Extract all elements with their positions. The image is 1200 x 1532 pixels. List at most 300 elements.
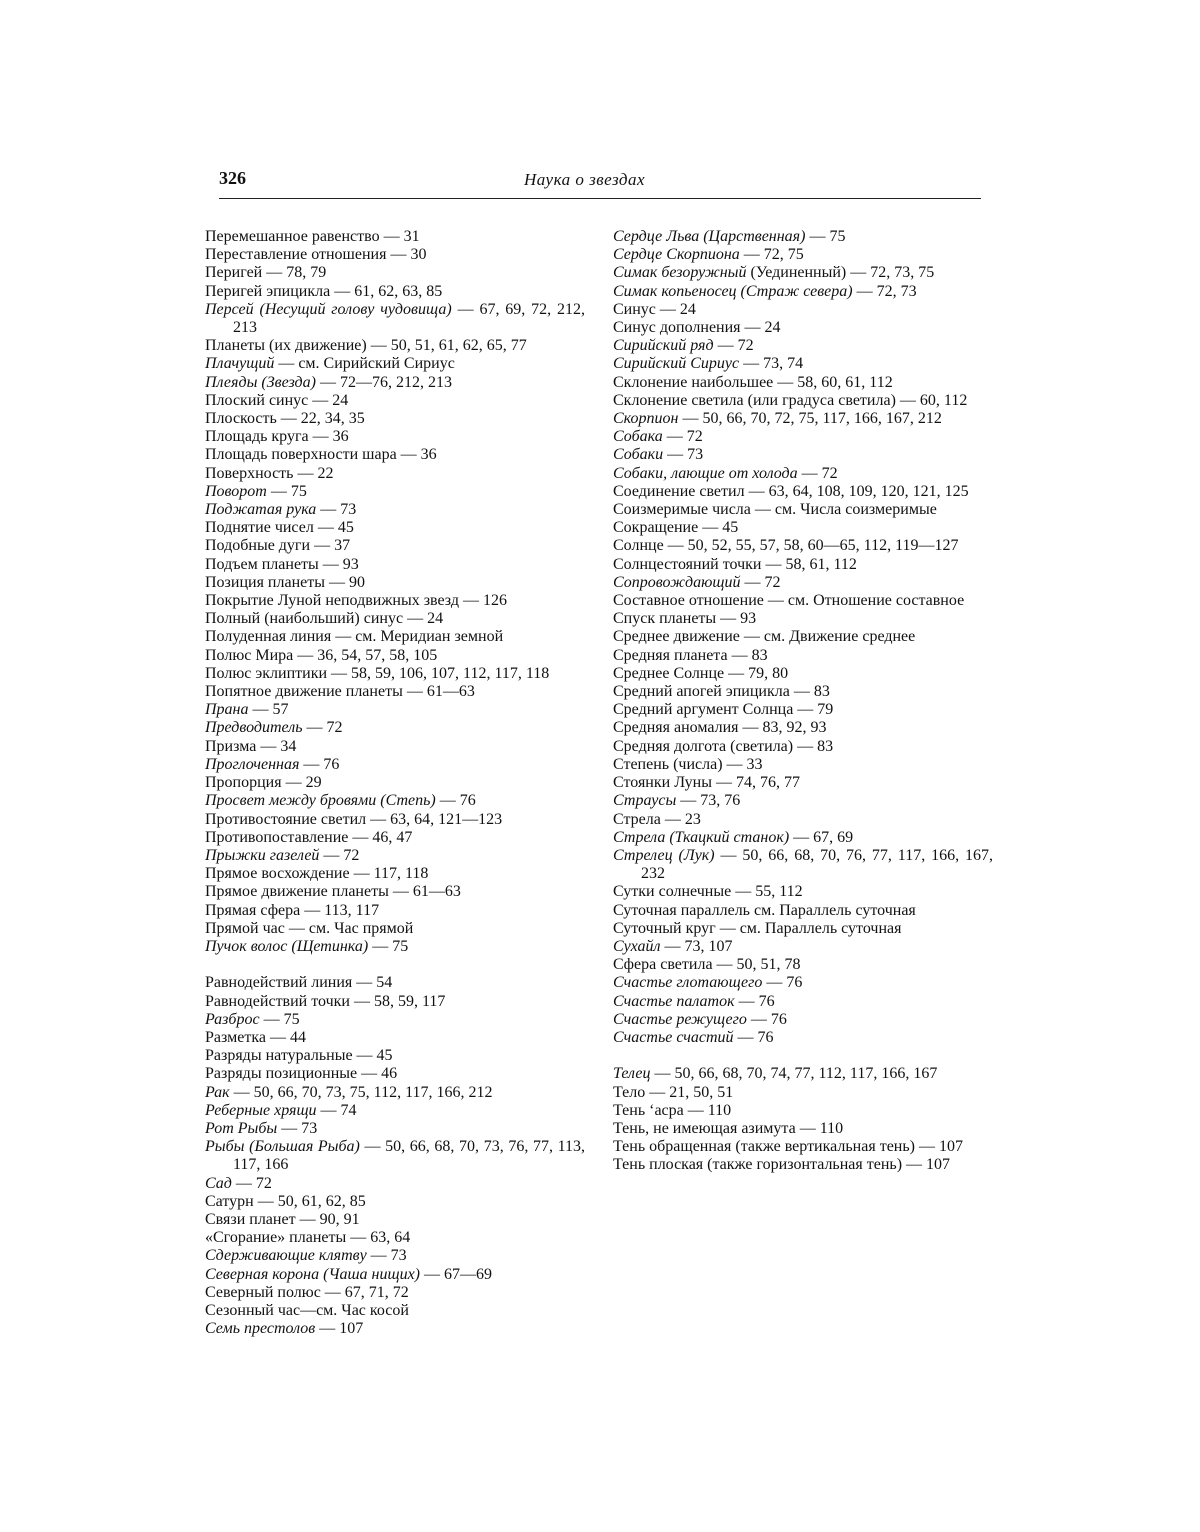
index-entry: [205, 1284, 585, 1302]
index-entry-pages: — 54: [352, 974, 393, 992]
index-entry: [613, 1156, 993, 1174]
index-entry-pages: — 22, 34, 35: [276, 410, 365, 428]
index-entry-term: Тень ‘асра: [613, 1101, 684, 1119]
index-entry-term: Склонение светила (или градуса светила): [613, 391, 896, 409]
index-entry-term: Средний аргумент Солнца: [613, 701, 794, 719]
index-entry-pages: — 67, 69, 72, 212, 213: [233, 300, 586, 337]
index-entry-term: Собаки, лающие от холода: [613, 464, 798, 482]
index-entry-term: Сезонный час: [205, 1301, 301, 1319]
index-entry: [205, 592, 585, 610]
index-entry-pages: — 75: [805, 228, 846, 245]
index-entry-term: Спуск планеты: [613, 610, 717, 628]
index-entry-term: Тень плоская (также горизонтальная тень): [613, 1156, 903, 1174]
index-entry-term: Составное отношение: [613, 592, 764, 610]
index-entry-pages: — 72: [319, 846, 360, 864]
index-entry-term: Рот Рыбы: [205, 1119, 278, 1137]
index-entry: [205, 483, 585, 501]
index-entry: [205, 428, 585, 446]
index-entry-pages: — 75: [259, 1010, 300, 1028]
index-entry-pages: — 58, 59, 117: [349, 992, 446, 1010]
index-entry-term: Симак безоружный: [613, 264, 747, 282]
index-entry: [613, 974, 993, 992]
index-entry-term: Предводитель: [205, 719, 303, 737]
index-entry: [613, 446, 993, 464]
index-entry: [205, 628, 585, 646]
index-entry-pages: — 75: [266, 482, 307, 500]
index-entry-pages: — 72: [302, 719, 343, 737]
index-entry-term: Прямой час: [205, 919, 285, 937]
index-entry-pages: — 58, 61, 112: [761, 555, 857, 573]
index-entry-term: Стрела: [613, 810, 661, 828]
index-entry: [205, 228, 585, 246]
index-entry: [613, 374, 993, 392]
index-entry-term: Связи планет: [205, 1210, 296, 1228]
index-entry-pages: — 45: [698, 519, 739, 537]
index-entry: [205, 993, 585, 1011]
index-entry-term: Телец: [613, 1065, 651, 1083]
index-entry: [613, 556, 993, 574]
index-entry-pages: — см. Числа соизмеримые: [750, 501, 937, 519]
index-entry-term: Покрытие Луной неподвижных звезд: [205, 592, 459, 610]
index-entry: [613, 246, 993, 264]
index-entry: [205, 1011, 585, 1029]
index-entry-term: Равнодействий линия: [205, 974, 353, 992]
index-entry: [613, 993, 993, 1011]
index-entry-term: Семь престолов: [205, 1320, 316, 1338]
index-entry-pages: — см. Отношение составное: [763, 592, 965, 610]
index-entry-term: Проглоченная: [205, 755, 300, 773]
index-entry: [613, 574, 993, 592]
index-entry-term: Разброс: [205, 1010, 260, 1028]
index-entry-pages: (Уединенный) — 72, 73, 75: [746, 264, 935, 282]
index-entry: [205, 829, 585, 847]
index-entry-pages: — 72: [231, 1174, 272, 1192]
index-entry-pages: — 58, 60, 61, 112: [773, 373, 893, 391]
index-entry-pages: — 93: [716, 610, 757, 628]
index-entry-pages: — 83: [793, 737, 834, 755]
index-entry-term: «Сгорание» планеты: [205, 1229, 347, 1247]
index-entry-term: Сатурн: [205, 1192, 254, 1210]
index-entry: [613, 1084, 993, 1102]
index-entry: [205, 683, 585, 701]
index-entry-pages: — 36: [396, 446, 437, 464]
index-entry-pages: — 45: [352, 1047, 393, 1065]
index-entry-pages: — 46, 47: [348, 828, 413, 846]
index-entry-pages: — 73: [277, 1119, 318, 1137]
index-entry-pages: — 72, 73: [852, 282, 917, 300]
index-entry-term: Соизмеримые числа: [613, 501, 751, 519]
index-entry-term: Подобные дуги: [205, 537, 311, 555]
index-entry: [613, 1138, 993, 1156]
index-entry: [613, 647, 993, 665]
index-entry: [613, 228, 993, 246]
index-entry-term: Поджатая рука: [205, 501, 317, 519]
index-entry-term: Сокращение: [613, 519, 699, 537]
index-entry-term: Сдерживающие клятву: [205, 1247, 367, 1265]
index-entry: [205, 1138, 585, 1174]
index-entry: [613, 410, 993, 428]
index-entry: [205, 1029, 585, 1047]
index-entry-pages: — 36: [308, 428, 349, 446]
index-entry-pages: —см. Час косой: [300, 1301, 409, 1319]
index-entry-pages: — 58, 59, 106, 107, 112, 117, 118: [327, 664, 550, 682]
index-entry-pages: — 50, 66, 70, 72, 75, 117, 166, 167, 212: [678, 410, 942, 428]
index-entry-term: Счастье режущего: [613, 1010, 747, 1028]
index-entry-pages: — 110: [683, 1101, 732, 1119]
index-entry-pages: — 79: [793, 701, 834, 719]
index-entry-term: Реберные хрящи: [205, 1101, 317, 1119]
index-entry: [205, 902, 585, 920]
index-entry-pages: — 73: [663, 446, 704, 464]
index-entry-term: Сердце Скорпиона: [613, 246, 740, 264]
index-entry-term: Страусы: [613, 792, 677, 810]
index-entry-pages: — см. Сирийский Сириус: [274, 355, 455, 373]
index-entry-term: Склонение наибольшее: [613, 373, 774, 391]
index-entry-pages: — 113, 117: [300, 901, 380, 919]
index-entry: [613, 1102, 993, 1120]
index-entry-term: Сердце Льва (Царственная): [613, 228, 806, 245]
index-entry: [205, 1047, 585, 1065]
index-entry-pages: — 21, 50, 51: [645, 1083, 734, 1101]
index-entry-pages: — 60, 112: [895, 391, 968, 409]
index-entry-term: Поверхность: [205, 464, 294, 482]
index-entry-term: Стрела (Ткацкий станок): [613, 828, 790, 846]
index-entry-term: Тень обращенная (также вертикальная тень): [613, 1138, 915, 1156]
index-entry-pages: — 107: [315, 1320, 364, 1338]
index-entry: [205, 756, 585, 774]
index-entry: [205, 374, 585, 392]
index-entry: [205, 1175, 585, 1193]
index-entry-term: Рак: [205, 1083, 230, 1101]
index-entry-pages: — см. Меридиан земной: [331, 628, 504, 646]
index-entry-pages: — 29: [281, 774, 322, 792]
index-entry: [205, 337, 585, 355]
index-entry-pages: — 72—76, 212, 213: [315, 373, 452, 391]
index-entry-pages: — 76: [762, 974, 803, 992]
index-entry-pages: — 30: [386, 246, 427, 264]
index-entry: [205, 1229, 585, 1247]
index-entry-pages: — 90: [324, 573, 365, 591]
index-entry-term: Прана: [205, 701, 249, 719]
index-entry: [613, 392, 993, 410]
index-entry-term: Степень (числа): [613, 755, 723, 773]
index-entry-term: Среднее Солнце: [613, 664, 725, 682]
index-entry: [205, 465, 585, 483]
index-entry: [613, 1029, 993, 1047]
index-entry-term: Соединение светил: [613, 482, 745, 500]
index-entry-pages: — 50, 61, 62, 85: [253, 1192, 366, 1210]
index-entry-term: Прямое движение планеты: [205, 883, 389, 901]
index-entry-term: Средняя долгота (светила): [613, 737, 794, 755]
index-entry-pages: — 23: [660, 810, 701, 828]
index-entry: [613, 283, 993, 301]
index-entry-term: Плеяды (Звезда): [205, 373, 316, 391]
index-entry-pages: — 37: [310, 537, 351, 555]
index-entry: [205, 392, 585, 410]
index-entry: [205, 647, 585, 665]
index-entry-pages: — 50, 51, 78: [712, 956, 801, 974]
index-entry: [205, 574, 585, 592]
index-entry-pages: — 76: [746, 1010, 787, 1028]
index-entry-term: Собака: [613, 428, 663, 446]
index-entry-pages: — 74, 76, 77: [711, 774, 800, 792]
index-entry-pages: — 75: [368, 937, 409, 955]
index-entry-pages: — 50, 66, 68, 70, 76, 77, 117, 166, 167, 232: [641, 846, 993, 883]
index-entry-pages: — 63, 64, 121—123: [366, 810, 503, 828]
index-entry-term: Перигей эпицикла: [205, 282, 331, 300]
index-entry: [613, 465, 993, 483]
index-entry-term: Средний апогей эпицикла: [613, 683, 790, 701]
index-entry-term: Полуденная линия: [205, 628, 332, 646]
index-entry-term: Рыбы (Большая Рыба): [205, 1138, 360, 1156]
index-entry-term: Солнце: [613, 537, 664, 555]
index-entry-term: Симак копьеносец (Страж севера): [613, 282, 853, 300]
index-entry-term: Полюс эклиптики: [205, 664, 328, 682]
index-entry-term: Сирийский ряд: [613, 337, 714, 355]
index-entry-term: Прямая сфера: [205, 901, 301, 919]
index-entry: [205, 1266, 585, 1284]
index-entry: [613, 301, 993, 319]
index-entry-term: Персей (Несущий голову чудовища): [205, 300, 452, 318]
index-column-right: [613, 228, 993, 1175]
index-entry-term: Полный (наибольший) синус: [205, 610, 404, 628]
index-entry-pages: — 33: [722, 755, 763, 773]
index-entry: [613, 592, 993, 610]
index-entry: [613, 956, 993, 974]
index-entry: [205, 519, 585, 537]
index-entry-term: Средняя аномалия: [613, 719, 739, 737]
index-entry-term: Тело: [613, 1083, 646, 1101]
index-entry-term: Стрелец (Лук): [613, 846, 715, 864]
index-entry-pages: — 57: [248, 701, 289, 719]
index-entry-term: Плоский синус: [205, 391, 309, 409]
index-entry-pages: — 46: [357, 1065, 398, 1083]
index-entry-pages: — 93: [318, 555, 359, 573]
index-entry-term: Равнодействий точки: [205, 992, 350, 1010]
index-entry-pages: — 61—63: [402, 683, 475, 701]
index-entry-term: Полюс Мира: [205, 646, 294, 664]
index-entry-pages: — 73, 76: [676, 792, 741, 810]
index-entry: [613, 355, 993, 373]
index-entry: [613, 792, 993, 810]
index-entry-pages: — 126: [458, 592, 507, 610]
index-entry-term: Сутки солнечные: [613, 883, 732, 901]
index-entry: [205, 355, 585, 373]
index-entry-pages: — 24: [308, 391, 349, 409]
index-entry-term: Прыжки газелей: [205, 846, 320, 864]
index-entry-pages: — 90, 91: [295, 1210, 360, 1228]
index-entry-term: Подъем планеты: [205, 555, 319, 573]
index-entry: [613, 920, 993, 938]
index-entry: [205, 610, 585, 628]
index-entry-pages: — 107: [902, 1156, 951, 1174]
index-entry-term: Сопровождающий: [613, 573, 741, 591]
index-entry: [613, 683, 993, 701]
index-entry-term: Синус: [613, 300, 656, 318]
index-entry-term: Переставление отношения: [205, 246, 387, 264]
index-entry: [205, 974, 585, 992]
index-entry-term: Противостояние светил: [205, 810, 367, 828]
index-entry-term: Суточная параллель: [613, 901, 750, 919]
index-entry-term: Сирийский Сириус: [613, 355, 740, 373]
index-column-left: [205, 228, 585, 1338]
index-entry-term: Суточный круг: [613, 919, 716, 937]
page-header: [219, 168, 981, 198]
index-entry-term: Солнцестояний точки: [613, 555, 762, 573]
index-entry-term: Скорпион: [613, 410, 679, 428]
index-entry-pages: — 72: [662, 428, 703, 446]
running-title: Наука о звездах: [524, 170, 646, 189]
index-entry-pages: — 36, 54, 57, 58, 105: [293, 646, 438, 664]
index-entry: [613, 628, 993, 646]
index-entry-term: Просвет между бровями (Степь): [205, 792, 436, 810]
index-entry-pages: — 50, 66, 70, 73, 75, 112, 117, 166, 212: [229, 1083, 493, 1101]
index-entry-term: Среднее движение: [613, 628, 740, 646]
index-entry: [613, 483, 993, 501]
index-entry-term: Сфера светила: [613, 956, 713, 974]
index-entry-pages: — 67, 69: [789, 828, 854, 846]
index-entry: [613, 264, 993, 282]
index-entry-term: Прямое восхождение: [205, 865, 350, 883]
index-entry-pages: — 44: [265, 1028, 306, 1046]
index-entry-term: Пучок волос (Щетинка): [205, 937, 369, 955]
index-entry: [205, 283, 585, 301]
index-entry-pages: — 78, 79: [262, 264, 327, 282]
page-number: 326: [219, 168, 246, 188]
index-entry-term: Попятное движение планеты: [205, 683, 403, 701]
index-entry: [205, 865, 585, 883]
index-entry: [205, 446, 585, 464]
index-entry: [205, 301, 585, 337]
index-entry-term: Разряды позиционные: [205, 1065, 358, 1083]
index-entry: [205, 1211, 585, 1229]
index-entry: [205, 1120, 585, 1138]
index-entry-term: Противопоставление: [205, 828, 349, 846]
index-entry: [613, 337, 993, 355]
index-entry: [205, 738, 585, 756]
index-entry: [613, 829, 993, 847]
index-entry-term: Синус дополнения: [613, 319, 741, 337]
index-entry: [613, 1065, 993, 1083]
index-entry-pages: — см. Движение среднее: [739, 628, 916, 646]
index-entry-term: Площадь поверхности шара: [205, 446, 397, 464]
index-entry: [205, 1302, 585, 1320]
index-entry: [205, 501, 585, 519]
index-entry-pages: — см. Параллель суточная: [715, 919, 902, 937]
index-entry: [613, 719, 993, 737]
index-entry-term: Сад: [205, 1174, 232, 1192]
index-entry-pages: — 83: [789, 683, 830, 701]
index-entry: [205, 1320, 585, 1338]
index-entry-pages: — 73, 74: [739, 355, 804, 373]
index-entry: [205, 1065, 585, 1083]
index-entry-term: Разряды натуральные: [205, 1047, 353, 1065]
index-entry: [205, 665, 585, 683]
index-entry: [613, 738, 993, 756]
index-entry: [205, 774, 585, 792]
index-entry: [205, 938, 585, 956]
index-entry-term: Собаки: [613, 446, 664, 464]
index-entry-pages: — 83: [727, 646, 768, 664]
index-entry: [613, 537, 993, 555]
index-entry: [613, 847, 993, 883]
index-entry: [613, 902, 993, 920]
index-entry: [613, 756, 993, 774]
index-entry-pages: — 72, 75: [739, 246, 804, 264]
index-entry-term: Разметка: [205, 1028, 266, 1046]
index-entry-pages: — 67—69: [420, 1265, 492, 1283]
index-entry: [613, 774, 993, 792]
index-entry-pages: — 50, 52, 55, 57, 58, 60—65, 112, 119—127: [663, 537, 959, 555]
index-entry-term: Площадь круга: [205, 428, 309, 446]
index-entry: [205, 1247, 585, 1265]
index-entry-term: Сухайл: [613, 937, 661, 955]
index-entry-term: Счастье палаток: [613, 992, 735, 1010]
index-entry-term: Плоскость: [205, 410, 277, 428]
index-entry-pages: — 72: [713, 337, 754, 355]
index-entry-pages: — 72: [797, 464, 838, 482]
index-entry: [205, 1102, 585, 1120]
index-entry-term: Плачущий: [205, 355, 275, 373]
index-entry-term: Северная корона (Чаша нищих): [205, 1265, 420, 1283]
index-entry-pages: — 76: [435, 792, 476, 810]
index-entry-pages: — 61—63: [388, 883, 461, 901]
index-entry-term: Поднятие чисел: [205, 519, 314, 537]
index-entry: [205, 883, 585, 901]
index-entry-pages: — 61, 62, 63, 85: [330, 282, 443, 300]
index-entry-pages: — 50, 51, 61, 62, 65, 77: [366, 337, 527, 355]
index-entry: [613, 610, 993, 628]
index-entry-pages: — 22: [293, 464, 334, 482]
index-entry-term: Перигей: [205, 264, 263, 282]
index-entry-term: Средняя планета: [613, 646, 728, 664]
index-entry-pages: — 73: [316, 501, 357, 519]
index-entry: [205, 792, 585, 810]
index-entry-pages: — 31: [379, 228, 420, 245]
index-entry: [205, 920, 585, 938]
index-entry: [205, 811, 585, 829]
index-entry-pages: — 24: [740, 319, 781, 337]
index-entry-pages: — 50, 66, 68, 70, 73, 76, 77, 113, 117, 166: [233, 1138, 585, 1174]
index-entry: [613, 519, 993, 537]
index-entry: [613, 701, 993, 719]
index-entry-pages: — 107: [914, 1138, 963, 1156]
index-entry-pages: — 73, 107: [660, 937, 733, 955]
index-entry-pages: — 24: [655, 300, 696, 318]
index-entry-pages: — 72: [740, 573, 781, 591]
index-entry-pages: — 50, 66, 68, 70, 74, 77, 112, 117, 166, 167: [650, 1065, 938, 1083]
index-entry-pages: см. Параллель суточная: [749, 901, 916, 919]
index-entry: [613, 319, 993, 337]
index-entry: [613, 428, 993, 446]
index-entry-pages: — 73: [366, 1247, 407, 1265]
index-entry: [205, 719, 585, 737]
index-entry-pages: — 55, 112: [731, 883, 803, 901]
index-entry: [205, 264, 585, 282]
index-entry: [613, 501, 993, 519]
index-entry-term: Стоянки Луны: [613, 774, 712, 792]
index-entry-pages: — 24: [403, 610, 444, 628]
index-entry-pages: — 76: [299, 755, 340, 773]
index-entry-pages: — 76: [733, 1028, 774, 1046]
index-entry: [205, 556, 585, 574]
header-rule: [219, 198, 981, 199]
index-entry: [205, 1193, 585, 1211]
index-entry-pages: — 79, 80: [724, 664, 789, 682]
index-entry: [613, 938, 993, 956]
index-entry-pages: — 63, 64, 108, 109, 120, 121, 125: [744, 482, 969, 500]
index-entry-pages: — 76: [734, 992, 775, 1010]
